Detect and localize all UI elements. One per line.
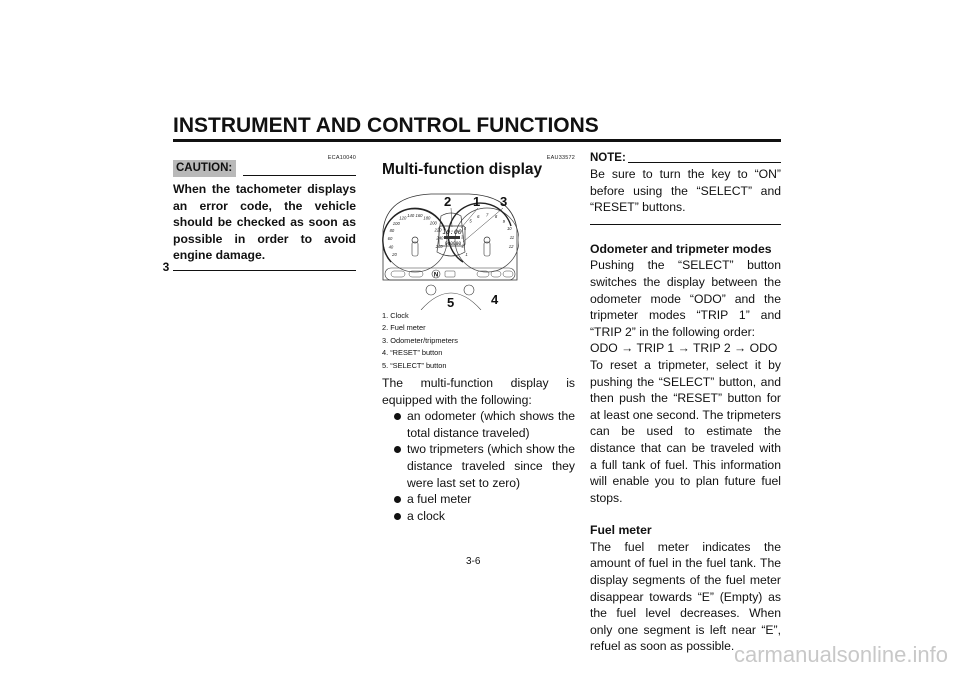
neutral-lamp: N	[433, 272, 439, 279]
caution-rule	[243, 175, 356, 176]
legend-item-clock: 1. Clock	[382, 311, 409, 320]
tachometer-tick-label: 9	[502, 219, 505, 224]
speedometer-scale	[388, 213, 444, 257]
instrument-cluster-figure	[381, 190, 519, 310]
odometer-heading: Odometer and tripmeter modes	[590, 241, 772, 256]
section-title: Multi-function display	[382, 161, 543, 178]
chapter-tab: 3	[160, 256, 172, 278]
tachometer-tick-label: 12	[508, 244, 514, 249]
note-header	[590, 150, 781, 166]
legend-item-fuel-meter: 2. Fuel meter	[382, 323, 426, 333]
right-column	[590, 150, 781, 655]
note-label: NOTE:	[590, 152, 626, 164]
callout-5: 5	[447, 295, 455, 310]
tachometer-tick-label: 5	[469, 218, 472, 224]
watermark: carmanualsonline.info	[733, 642, 948, 667]
callout-3: 3	[500, 194, 508, 209]
caution-end-rule	[173, 270, 356, 271]
list-item: two tripmeters (which show the distance traveled since they were last set to zero)	[382, 441, 575, 491]
lcd-odometer: 000000	[444, 242, 462, 247]
reset-button-drawing	[464, 285, 474, 295]
caution-label: CAUTION:	[173, 160, 236, 177]
note-end-rule	[590, 224, 781, 225]
tachometer-tick-label: 10	[506, 226, 512, 232]
tachometer-tick-label: 1	[465, 251, 468, 257]
page-header	[173, 114, 781, 138]
odometer-paragraph: Pushing the “SELECT” button switches the display between the odometer mode “ODO” and the tripmeter modes “TRIP 1” and “TRIP 2” in the following order:	[590, 258, 781, 339]
speedometer-tick-label: 220	[434, 227, 442, 233]
figure-legend	[382, 310, 575, 372]
tachometer-tick-label: 11	[509, 234, 515, 240]
middle-column	[382, 150, 575, 524]
speedometer-tick-label: 260	[435, 244, 443, 249]
callout-4: 4	[491, 292, 499, 307]
tachometer-tick-label: 6	[477, 214, 480, 220]
callout-2: 2	[444, 194, 452, 209]
select-button-drawing	[426, 285, 436, 295]
speedometer-tick-label: 160	[415, 212, 423, 218]
bullet-icon	[394, 496, 401, 503]
list-item: a fuel meter	[382, 491, 575, 508]
tachometer-tick-label: 2	[461, 243, 464, 249]
page-title: INSTRUMENT AND CONTROL FUNCTIONS	[173, 114, 599, 137]
lcd-clock: 10:00	[442, 228, 462, 236]
caution-text: When the tachometer displays an error code, the vehicle should be checked as soon as possible in order to avoid engine damage.	[173, 182, 356, 263]
speedometer-tick-label: 180	[423, 215, 431, 221]
speedometer-tick-label: 240	[436, 235, 444, 241]
bullet-icon	[394, 413, 401, 420]
speedometer-tick-label: 100	[392, 220, 400, 226]
callout-1: 1	[473, 194, 481, 209]
header-rule	[173, 139, 781, 142]
speedometer-tick-label: 20	[392, 251, 397, 257]
tachometer-tick-label: 7	[486, 212, 489, 218]
tachometer-tick-label: 4	[463, 225, 467, 231]
caution-header	[173, 160, 356, 178]
intro-paragraph: The multi-function display is equipped with the following:	[382, 376, 575, 407]
bullet-icon	[394, 513, 401, 520]
legend-item-reset: 4. “RESET” button	[382, 348, 443, 358]
tachometer-tick-label: 8	[494, 214, 498, 220]
reference-code: ECA10040	[327, 155, 356, 161]
bullet-icon	[394, 446, 401, 453]
speedometer-tick-label: 120	[399, 215, 407, 221]
note-rule	[628, 162, 781, 163]
list-item: a clock	[382, 508, 575, 525]
tachometer-tick-label: 3	[461, 234, 464, 240]
speedometer-tick-label: 200	[429, 220, 437, 226]
tripmeter-reset-paragraph: To reset a tripmeter, select it by pushing the “SELECT” button, and then push the “RESET” button for at least one second. The tripmeters can be used to estimate the distance that can be traveled with a full tank of fuel. This information will enable you to plan future fuel stops.	[590, 357, 781, 505]
speedometer-tick-label: 80	[389, 227, 395, 233]
speedometer-tick-label: 140	[407, 212, 415, 218]
odometer-sequence: ODO → TRIP 1 → TRIP 2 → ODO	[590, 341, 778, 356]
fuel-meter-segments	[444, 236, 460, 239]
page-number: 3-6	[466, 556, 481, 567]
legend-item-odometer: 3. Odometer/tripmeters	[382, 335, 458, 345]
list-item: an odometer (which shows the total distance traveled)	[382, 408, 575, 441]
speedometer-tick-label: 40	[388, 244, 394, 250]
feature-list	[382, 408, 575, 524]
legend-item-select: 5. “SELECT” button	[382, 360, 447, 370]
fuel-meter-paragraph: The fuel meter indicates the amount of fuel in the fuel tank. The display segments of the fuel meter disappear towards “E” (Empty) as the fuel level decreases. When only one segment is left near “E”, refuel as soon as possible.	[590, 539, 781, 654]
note-text: Be sure to turn the key to “ON” before using the “SELECT” and “RESET” buttons.	[590, 167, 781, 215]
instrument-cluster-drawing	[381, 190, 519, 310]
fuel-meter-heading: Fuel meter	[590, 523, 652, 538]
speedometer-tick-label: 60	[387, 236, 393, 241]
left-column	[173, 150, 356, 271]
reference-code: EAU33572	[546, 155, 575, 161]
